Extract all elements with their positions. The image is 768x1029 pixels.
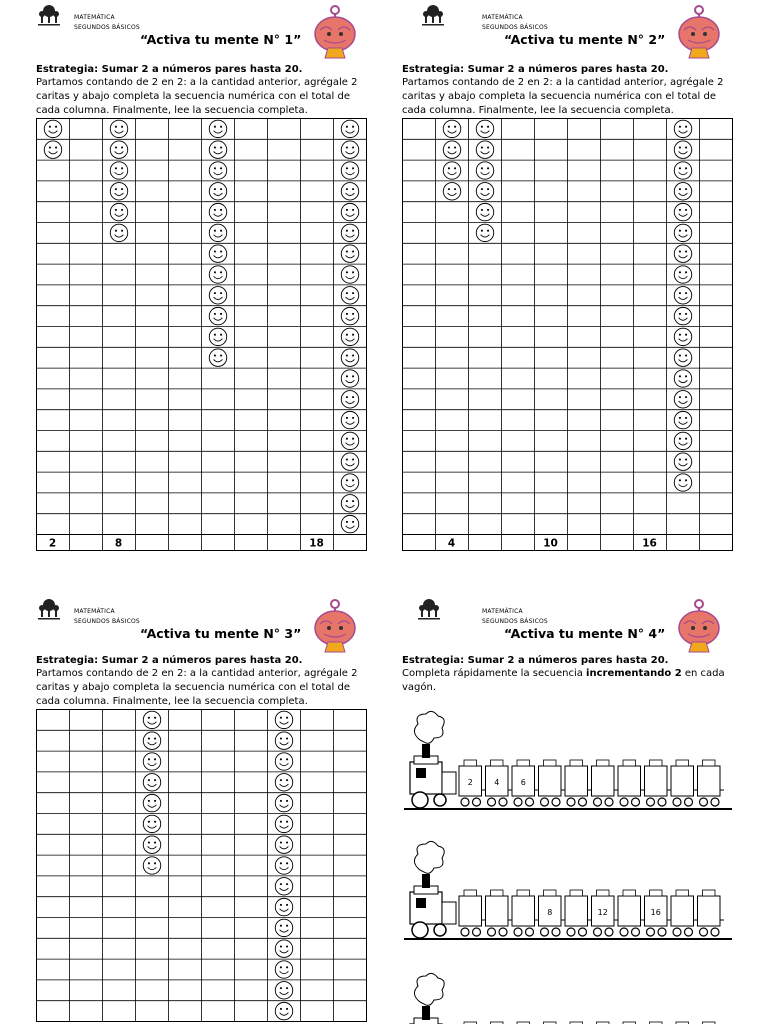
smiley-face-icon bbox=[674, 391, 691, 408]
smiley-face-icon bbox=[674, 120, 691, 137]
wagon-number: 8 bbox=[547, 908, 553, 917]
grade-label: SEGUNDOS BÁSICOS bbox=[74, 24, 140, 31]
smiley-face-icon bbox=[476, 203, 493, 220]
instruction-text-bold: incrementando 2 bbox=[586, 668, 682, 679]
wagon-number: 6 bbox=[520, 778, 526, 787]
wagon bbox=[592, 890, 619, 936]
smiley-face-icon bbox=[476, 162, 493, 179]
subject-label: MATEMÁTICA bbox=[74, 608, 115, 615]
school-tree-logo-icon bbox=[420, 4, 446, 30]
smiley-face-icon bbox=[110, 120, 127, 137]
smiley-face-icon bbox=[209, 307, 226, 324]
smiley-face-icon bbox=[110, 203, 127, 220]
instruction-text bbox=[402, 667, 732, 695]
smiley-face-icon bbox=[674, 287, 691, 304]
wagon bbox=[459, 890, 486, 936]
wagon bbox=[698, 890, 725, 936]
subject-label: MATEMÁTICA bbox=[482, 608, 523, 615]
smiley-face-icon bbox=[143, 774, 160, 791]
smiley-face-icon bbox=[275, 753, 292, 770]
smiley-face-icon bbox=[143, 711, 160, 728]
wagon-number: 4 bbox=[494, 778, 500, 787]
smiley-face-icon bbox=[674, 370, 691, 387]
wagon bbox=[645, 890, 672, 936]
smiley-face-icon bbox=[275, 732, 292, 749]
smiley-face-icon bbox=[275, 774, 292, 791]
wagon-number: 16 bbox=[650, 908, 661, 917]
wagon bbox=[671, 760, 698, 806]
smiley-face-icon bbox=[209, 162, 226, 179]
steam-train-icon bbox=[404, 841, 732, 939]
smiley-face-icon bbox=[143, 836, 160, 853]
wagon-number: 2 bbox=[467, 778, 473, 787]
wagon bbox=[565, 760, 592, 806]
smiley-face-icon bbox=[443, 141, 460, 158]
smiley-face-icon bbox=[44, 120, 61, 137]
smiley-face-icon bbox=[341, 474, 358, 491]
smiley-face-icon bbox=[341, 162, 358, 179]
wagon bbox=[618, 890, 645, 936]
instruction-text: Partamos contando de 2 en 2: a la cantidad anterior, agrégale 2 caritas y abajo completa la secuencia numérica con el total de cada columna. Finalmente, lee la secuencia completa. bbox=[402, 77, 724, 116]
grade-label: SEGUNDOS BÁSICOS bbox=[482, 24, 548, 31]
smiley-face-icon bbox=[476, 120, 493, 137]
smiley-face-icon bbox=[110, 141, 127, 158]
smiley-face-icon bbox=[476, 224, 493, 241]
smiley-face-icon bbox=[674, 307, 691, 324]
smiley-face-icon bbox=[143, 857, 160, 874]
smiley-face-icon bbox=[341, 203, 358, 220]
smiley-face-icon bbox=[143, 753, 160, 770]
school-tree-logo-icon bbox=[416, 598, 442, 624]
smiley-face-icon bbox=[275, 711, 292, 728]
smiley-face-icon bbox=[341, 370, 358, 387]
smiley-face-icon bbox=[209, 183, 226, 200]
smiley-face-icon bbox=[341, 307, 358, 324]
smiley-face-icon bbox=[143, 815, 160, 832]
smiley-face-icon bbox=[674, 411, 691, 428]
column-total-label: 8 bbox=[114, 537, 123, 550]
wagon bbox=[539, 890, 566, 936]
smiley-face-icon bbox=[341, 245, 358, 262]
smiley-count-grid bbox=[402, 118, 734, 554]
smiley-face-icon bbox=[209, 203, 226, 220]
smiley-face-icon bbox=[110, 183, 127, 200]
brain-mascot-icon bbox=[674, 4, 724, 62]
smiley-face-icon bbox=[275, 898, 292, 915]
smiley-face-icon bbox=[476, 141, 493, 158]
smiley-face-icon bbox=[341, 266, 358, 283]
steam-train-icon bbox=[404, 973, 732, 1024]
smiley-face-icon bbox=[209, 141, 226, 158]
smiley-face-icon bbox=[275, 857, 292, 874]
strategy-text: Estrategia: Sumar 2 a números pares hasta 20. bbox=[36, 64, 303, 75]
smiley-face-icon bbox=[341, 141, 358, 158]
wagon bbox=[512, 890, 539, 936]
column-total-label: 18 bbox=[309, 537, 324, 550]
smiley-face-icon bbox=[341, 183, 358, 200]
smiley-face-icon bbox=[674, 224, 691, 241]
column-total-label: 16 bbox=[642, 537, 657, 550]
wagon bbox=[486, 760, 513, 806]
smiley-face-icon bbox=[44, 141, 61, 158]
instruction-text-start: Completa rápidamente la secuencia bbox=[402, 668, 587, 679]
smiley-face-icon bbox=[143, 732, 160, 749]
wagon bbox=[618, 760, 645, 806]
smiley-face-icon bbox=[209, 349, 226, 366]
smiley-face-icon bbox=[143, 794, 160, 811]
smiley-face-icon bbox=[674, 266, 691, 283]
smiley-face-icon bbox=[275, 815, 292, 832]
column-total-label: 4 bbox=[447, 537, 456, 550]
smiley-face-icon bbox=[476, 183, 493, 200]
train-sequence-area bbox=[402, 710, 734, 1024]
wagon bbox=[671, 890, 698, 936]
smiley-face-icon bbox=[674, 141, 691, 158]
smiley-face-icon bbox=[674, 349, 691, 366]
strategy-text: Estrategia: Sumar 2 a números pares hasta 20. bbox=[402, 64, 669, 75]
smiley-face-icon bbox=[674, 474, 691, 491]
wagon bbox=[539, 760, 566, 806]
smiley-face-icon bbox=[341, 287, 358, 304]
column-total-label: 2 bbox=[48, 537, 57, 550]
worksheet-title: “Activa tu mente N° 4” bbox=[504, 626, 666, 641]
smiley-face-icon bbox=[341, 120, 358, 137]
brain-mascot-icon bbox=[310, 598, 360, 656]
smiley-face-icon bbox=[674, 245, 691, 262]
subject-label: MATEMÁTICA bbox=[482, 14, 523, 21]
smiley-face-icon bbox=[110, 224, 127, 241]
smiley-face-icon bbox=[341, 432, 358, 449]
worksheet-title: “Activa tu mente N° 2” bbox=[504, 32, 666, 47]
wagon bbox=[698, 760, 725, 806]
wagon bbox=[486, 890, 513, 936]
school-tree-logo-icon bbox=[36, 4, 62, 30]
smiley-face-icon bbox=[674, 432, 691, 449]
smiley-face-icon bbox=[341, 328, 358, 345]
smiley-face-icon bbox=[341, 453, 358, 470]
smiley-face-icon bbox=[110, 162, 127, 179]
instruction-text: Partamos contando de 2 en 2: a la cantidad anterior, agrégale 2 caritas y abajo completa la secuencia numérica con el total de cada columna. Finalmente, lee la secuencia completa. bbox=[36, 668, 358, 707]
wagon-number: 12 bbox=[597, 908, 608, 917]
subject-label: MATEMÁTICA bbox=[74, 14, 115, 21]
instruction-text: Partamos contando de 2 en 2: a la cantidad anterior, agrégale 2 caritas y abajo completa la secuencia numérica con el total de cada columna. Finalmente, lee la secuencia completa. bbox=[36, 77, 358, 116]
smiley-face-icon bbox=[275, 919, 292, 936]
wagon bbox=[512, 760, 539, 806]
smiley-face-icon bbox=[674, 162, 691, 179]
smiley-face-icon bbox=[443, 183, 460, 200]
smiley-face-icon bbox=[209, 266, 226, 283]
column-total-label: 10 bbox=[543, 537, 558, 550]
smiley-face-icon bbox=[341, 391, 358, 408]
worksheet-title: “Activa tu mente N° 1” bbox=[140, 32, 302, 47]
smiley-face-icon bbox=[443, 120, 460, 137]
smiley-face-icon bbox=[341, 224, 358, 241]
smiley-face-icon bbox=[209, 120, 226, 137]
smiley-face-icon bbox=[674, 183, 691, 200]
wagon bbox=[592, 760, 619, 806]
smiley-count-grid bbox=[36, 118, 368, 552]
strategy-text: Estrategia: Sumar 2 a números pares hasta 20. bbox=[402, 655, 669, 666]
smiley-face-icon bbox=[209, 224, 226, 241]
smiley-face-icon bbox=[341, 495, 358, 512]
brain-mascot-icon bbox=[674, 598, 724, 656]
smiley-face-icon bbox=[674, 453, 691, 470]
school-tree-logo-icon bbox=[36, 598, 62, 624]
smiley-face-icon bbox=[275, 794, 292, 811]
grade-label: SEGUNDOS BÁSICOS bbox=[74, 618, 140, 625]
smiley-face-icon bbox=[275, 836, 292, 853]
smiley-face-icon bbox=[341, 515, 358, 532]
wagon bbox=[459, 760, 486, 806]
smiley-face-icon bbox=[275, 878, 292, 895]
steam-train-icon bbox=[404, 711, 732, 809]
wagon bbox=[645, 760, 672, 806]
smiley-count-grid bbox=[36, 709, 368, 1029]
smiley-face-icon bbox=[275, 1002, 292, 1019]
worksheet-title: “Activa tu mente N° 3” bbox=[140, 626, 302, 641]
smiley-face-icon bbox=[443, 162, 460, 179]
smiley-face-icon bbox=[209, 287, 226, 304]
instruction-text-end: en cada vagón. bbox=[402, 668, 725, 693]
strategy-text: Estrategia: Sumar 2 a números pares hasta 20. bbox=[36, 655, 303, 666]
smiley-face-icon bbox=[341, 349, 358, 366]
smiley-face-icon bbox=[209, 245, 226, 262]
smiley-face-icon bbox=[674, 203, 691, 220]
smiley-face-icon bbox=[275, 961, 292, 978]
smiley-face-icon bbox=[275, 982, 292, 999]
smiley-face-icon bbox=[209, 328, 226, 345]
grade-label: SEGUNDOS BÁSICOS bbox=[482, 618, 548, 625]
wagon bbox=[565, 890, 592, 936]
smiley-face-icon bbox=[674, 328, 691, 345]
brain-mascot-icon bbox=[310, 4, 360, 62]
smiley-face-icon bbox=[275, 940, 292, 957]
smiley-face-icon bbox=[341, 411, 358, 428]
